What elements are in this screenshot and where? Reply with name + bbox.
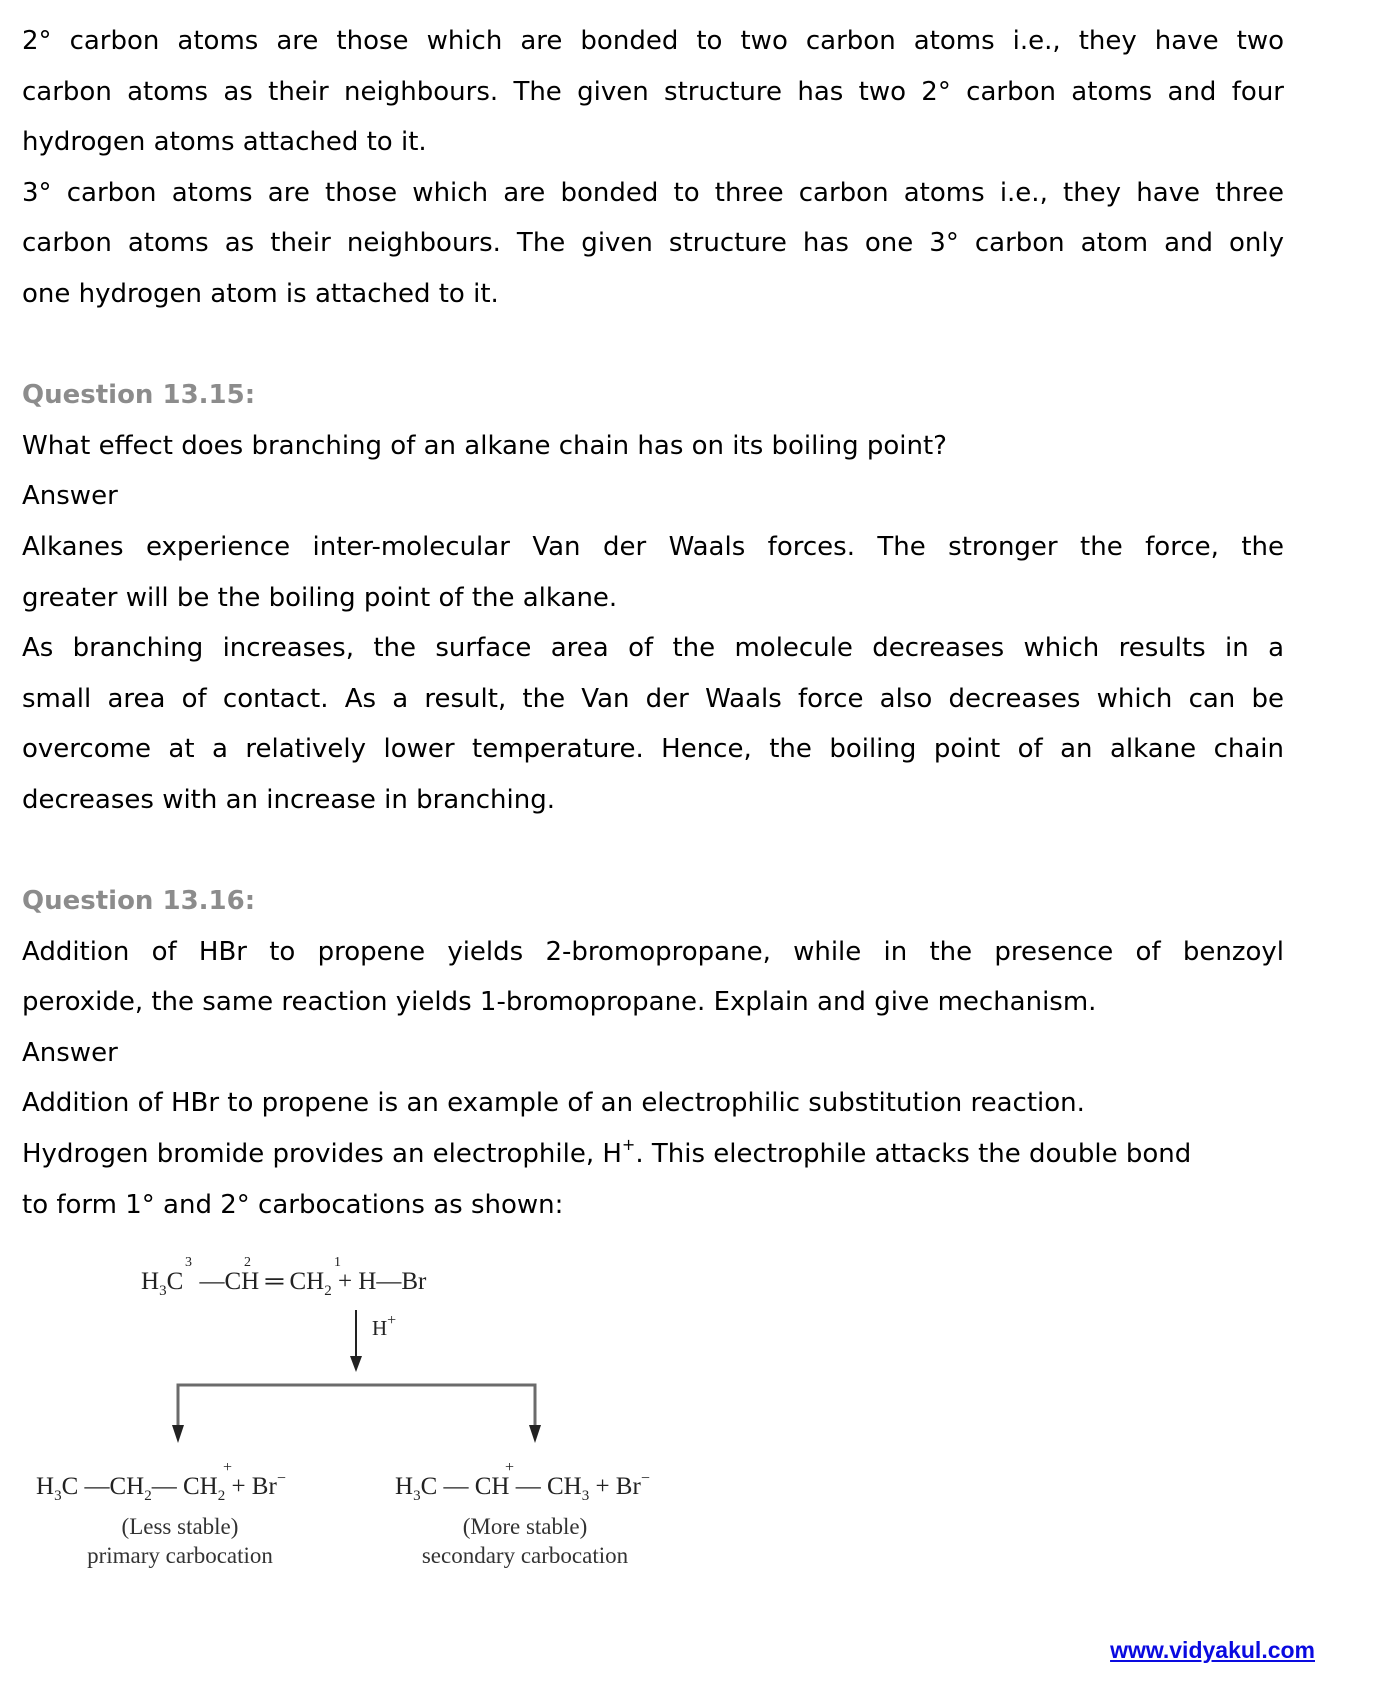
arrow-head-secondary <box>529 1425 541 1443</box>
intro-line: hydrogen atoms attached to it. <box>22 127 427 158</box>
secondary-type-label: secondary carbocation <box>421 1543 629 1568</box>
answer-label: Answer <box>22 1037 118 1068</box>
carbon-number: 2 <box>244 1255 251 1270</box>
carbon-3: $H_3C$ <box>141 1268 184 1299</box>
answer-label: Answer <box>22 481 118 512</box>
branch-connector <box>178 1385 535 1428</box>
hydrogen: H <box>358 1268 377 1295</box>
answer-line: Alkanes experience inter-molecular Van der Waals forces. The stronger the force, the <box>22 531 1284 562</box>
answer-line: Addition of HBr to propene is an example of an electrophilic substitution reaction. <box>22 1088 1085 1119</box>
carbon-number: 1 <box>334 1255 341 1270</box>
arrow-head-primary <box>172 1425 184 1443</box>
question-text: peroxide, the same reaction yields 1-bromopropane. Explain and give mechanism. <box>22 987 1097 1018</box>
question-text: Addition of HBr to propene yields 2-bromopropane, while in the presence of benzoyl <box>22 936 1284 967</box>
single-bond: — <box>376 1268 402 1295</box>
answer-text: . This electrophile attacks the double bond <box>635 1139 1192 1170</box>
carbon-2: CH <box>224 1268 260 1295</box>
carbon-1: $CH_2$ <box>289 1268 332 1299</box>
answer-line: decreases with an increase in branching. <box>22 784 555 815</box>
answer-text: Hydrogen bromide provides an electrophile, H <box>22 1139 622 1170</box>
positive-charge: + <box>505 1459 515 1476</box>
positive-charge: + <box>223 1459 233 1476</box>
answer-line: As branching increases, the surface area of the molecule decreases which results in a <box>22 633 1284 664</box>
primary-carbocation-formula: $H_3C$ $—CH_2—$ $CH_2 + Br^-$ + <box>36 1459 286 1504</box>
answer-line: greater will be the boiling point of the alkane. <box>22 582 618 613</box>
intro-line: one hydrogen atom is attached to it. <box>22 278 499 309</box>
carbon-number: 3 <box>185 1255 192 1270</box>
reagent-label: H+ <box>372 1312 397 1340</box>
intro-line: 2° carbon atoms are those which are bonded to two carbon atoms i.e., they have two <box>22 26 1284 56</box>
answer-line <box>22 1129 1284 1180</box>
intro-line: carbon atoms as their neighbours. The given structure has one 3° carbon atom and only <box>22 228 1284 259</box>
single-bond: — <box>199 1268 225 1295</box>
question-heading-13-15: Question 13.15: <box>22 380 256 411</box>
bromine: Br <box>401 1268 427 1295</box>
primary-type-label: primary carbocation <box>87 1543 273 1568</box>
document-page <box>22 0 1284 1230</box>
answer-line: to form 1° and 2° carbocations as shown: <box>22 1189 564 1220</box>
reaction-arrow-head <box>350 1356 362 1372</box>
answer-line: small area of contact. As a result, the Van der Waals force also decreases which can be <box>22 683 1284 714</box>
primary-stability-label: (Less stable) <box>121 1514 239 1539</box>
superscript-plus: + <box>621 1135 636 1155</box>
reactant-formula <box>141 1255 427 1300</box>
secondary-stability-label: (More stable) <box>462 1514 588 1539</box>
answer-line: overcome at a relatively lower temperature. Hence, the boiling point of an alkane chain <box>22 734 1284 765</box>
website-link[interactable]: www.vidyakul.com <box>1110 1637 1315 1663</box>
question-heading-13-16: Question 13.16: <box>22 886 256 917</box>
intro-line: 3° carbon atoms are those which are bonded to three carbon atoms i.e., they have three <box>22 177 1284 208</box>
intro-line: carbon atoms as their neighbours. The given structure has two 2° carbon atoms and four <box>22 76 1284 107</box>
double-bond: ═ <box>265 1268 284 1295</box>
plus-sign: + <box>337 1268 353 1295</box>
question-text: What effect does branching of an alkane chain has on its boiling point? <box>22 430 947 461</box>
secondary-carbocation-formula: $H_3C$ — CH — $CH_3 + Br^-$ + <box>395 1459 650 1504</box>
